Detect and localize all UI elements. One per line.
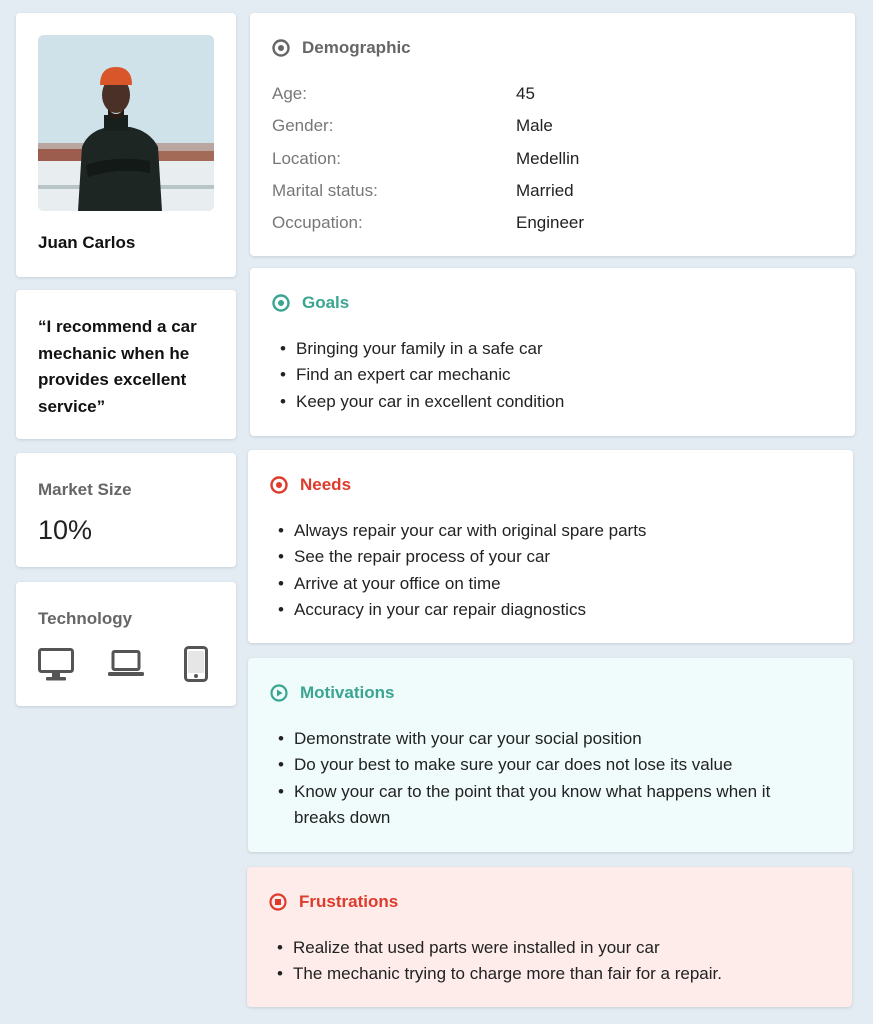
needs-header (270, 474, 351, 496)
list-item: • Know your car to the point that you know what happens when it breaks down (278, 779, 818, 832)
desktop-icon (38, 648, 74, 682)
list-item: • Keep your car in excellent condition (280, 389, 564, 415)
market-size-value: 10% (38, 515, 93, 545)
target-icon (272, 294, 290, 312)
demographic-header (272, 37, 411, 59)
technology-icons (38, 648, 218, 684)
technology-label: Technology (38, 609, 133, 628)
list-item: • Find an expert car mechanic (280, 362, 564, 388)
demographic-rows (272, 81, 832, 242)
list-item: • Realize that used parts were installed in your car (277, 935, 722, 961)
profile-photo (38, 35, 214, 211)
motivations-title: Motivations (300, 683, 395, 702)
demographic-value: Medellin (516, 148, 580, 168)
list-item: • Always repair your car with original spare parts (278, 518, 646, 544)
motivations-list (278, 726, 818, 831)
needs-card (248, 450, 853, 643)
goals-card (250, 268, 855, 436)
list-item: • Bringing your family in a safe car (280, 336, 564, 362)
needs-title: Needs (300, 475, 352, 494)
goals-title: Goals (302, 293, 350, 312)
demographic-value: 45 (516, 84, 535, 103)
list-item: • The mechanic trying to charge more than fair for a repair. (277, 961, 722, 987)
frustrations-card (247, 867, 852, 1007)
persona-name: Juan Carlos (38, 233, 136, 252)
demographic-value: Engineer (516, 213, 585, 233)
demographic-value: Married (516, 180, 574, 200)
frustrations-list (277, 935, 722, 988)
motivations-card (248, 658, 853, 852)
market-size-label: Market Size (38, 480, 132, 499)
demographic-key: Occupation: (272, 213, 363, 233)
demographic-value: Male (516, 116, 553, 136)
demographic-row-occupation (272, 210, 832, 242)
list-item: • Arrive at your office on time (278, 571, 646, 597)
demographic-row-location (272, 146, 832, 178)
demographic-row-gender (272, 113, 832, 145)
goals-list (280, 336, 564, 415)
frustrations-header (269, 891, 398, 913)
needs-list (278, 518, 646, 623)
technology-card (16, 582, 236, 706)
quote-card (16, 290, 236, 439)
profile-card (16, 13, 236, 277)
frustrations-title: Frustrations (299, 892, 399, 911)
target-icon (272, 39, 290, 57)
persona-quote: “I recommend a car mechanic when he provides excellent service” (38, 317, 197, 416)
demographic-card (250, 13, 855, 256)
laptop-icon (108, 650, 144, 680)
list-item: • Accuracy in your car repair diagnostics (278, 597, 646, 623)
target-icon (270, 476, 288, 494)
motivations-header (270, 682, 394, 704)
goals-header (272, 292, 349, 314)
demographic-key: Marital status: (272, 180, 378, 200)
smartphone-icon (184, 646, 208, 682)
demographic-row-age (272, 81, 832, 113)
list-item: • Demonstrate with your car your social position (278, 726, 818, 752)
market-size-card (16, 453, 236, 567)
list-item: • See the repair process of your car (278, 544, 646, 570)
stop-icon (269, 893, 287, 911)
list-item: • Do your best to make sure your car does not lose its value (278, 752, 818, 778)
demographic-key: Location: (272, 148, 341, 168)
demographic-row-marital-status (272, 178, 832, 210)
demographic-title: Demographic (302, 38, 411, 57)
demographic-key: Age: (272, 84, 307, 103)
demographic-key: Gender: (272, 116, 334, 136)
play-icon (270, 684, 288, 702)
